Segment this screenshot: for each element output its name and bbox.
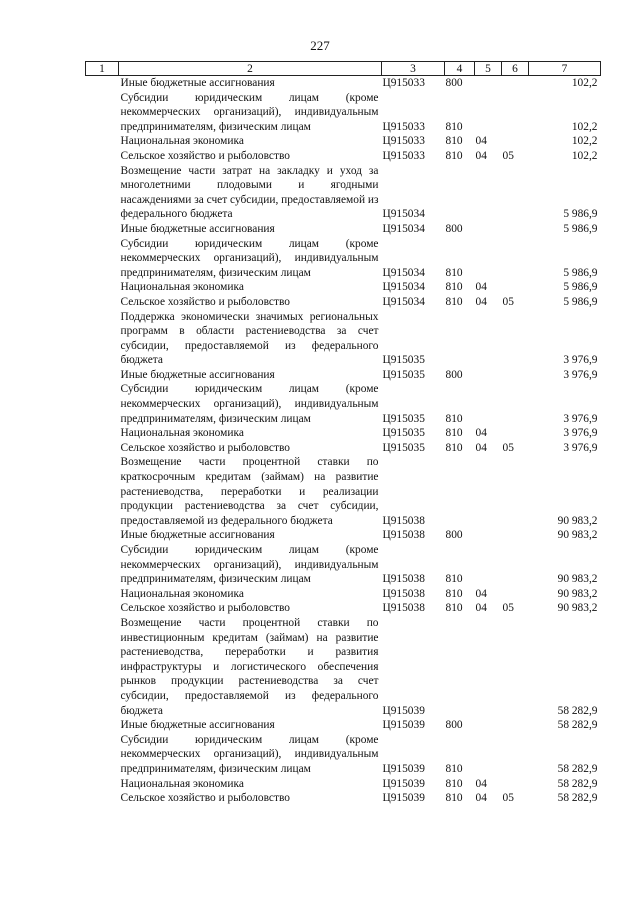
- code-cell: Ц915033: [382, 149, 425, 162]
- empty-cell: [86, 777, 119, 792]
- empty-cell: [86, 382, 119, 426]
- column-header: 7: [529, 62, 601, 76]
- amount-cell: 5 986,9: [563, 281, 598, 294]
- column-header: 4: [445, 62, 475, 76]
- item-name-cell: [119, 777, 382, 792]
- amount-cell: 102,2: [571, 149, 598, 162]
- subsection-cell: [502, 76, 529, 91]
- amount-cell: 102,2: [571, 135, 598, 148]
- section-cell: 04: [475, 281, 487, 294]
- expense-type-cell: 800: [445, 719, 463, 732]
- amount-cell: 5 986,9: [563, 208, 598, 221]
- item-name-cell: [119, 237, 382, 281]
- item-name: Поддержка экономически значимых региональных программ в области растениеводства за счет субсидии, предоставляемой из федерального бюджета: [120, 310, 379, 367]
- subsection-cell: [502, 368, 529, 383]
- empty-cell: [86, 587, 119, 602]
- item-name: Иные бюджетные ассигнования: [120, 222, 275, 235]
- empty-cell: [86, 164, 119, 222]
- item-name: Национальная экономика: [120, 777, 244, 790]
- table-row: [86, 134, 601, 149]
- item-name: Сельское хозяйство и рыболовство: [120, 792, 290, 805]
- item-name-cell: [119, 601, 382, 616]
- subsection-cell: [502, 543, 529, 587]
- item-name: Иные бюджетные ассигнования: [120, 529, 275, 542]
- amount-cell: 58 282,9: [557, 762, 598, 775]
- item-name-cell: [119, 791, 382, 806]
- subsection-cell: [502, 310, 529, 368]
- column-header: 1: [86, 62, 119, 76]
- amount-cell: 58 282,9: [557, 719, 598, 732]
- table-row: [86, 733, 601, 777]
- empty-cell: [86, 601, 119, 616]
- section-cell: [475, 543, 502, 587]
- amount-cell: 90 983,2: [557, 573, 598, 586]
- amount-cell: 90 983,2: [557, 602, 598, 615]
- empty-cell: [86, 441, 119, 456]
- amount-cell: 5 986,9: [563, 295, 598, 308]
- amount-cell: 90 983,2: [557, 529, 598, 542]
- expense-type-cell: 810: [445, 792, 463, 805]
- amount-cell: 3 976,9: [563, 412, 598, 425]
- empty-cell: [86, 295, 119, 310]
- item-name: Сельское хозяйство и рыболовство: [120, 295, 290, 308]
- item-name-cell: [119, 149, 382, 164]
- section-cell: [475, 368, 502, 383]
- code-cell: Ц915038: [382, 529, 425, 542]
- code-cell: Ц915038: [382, 587, 425, 600]
- amount-cell: 3 976,9: [563, 427, 598, 440]
- item-name: Субсидии юридическим лицам (кроме некоммерческих организаций), индивидуальным предпринимателям, физическим лицам: [120, 91, 379, 133]
- item-name-cell: [119, 718, 382, 733]
- item-name-cell: [119, 91, 382, 135]
- subsection-cell: 05: [502, 792, 514, 805]
- section-cell: 04: [475, 792, 487, 805]
- item-name-cell: [119, 295, 382, 310]
- empty-cell: [86, 222, 119, 237]
- budget-table: [85, 61, 601, 806]
- subsection-cell: 05: [502, 441, 514, 454]
- amount-cell: 102,2: [571, 77, 598, 89]
- item-name: Сельское хозяйство и рыболовство: [120, 602, 290, 615]
- table-row: [86, 368, 601, 383]
- expense-type-cell: 810: [445, 412, 463, 425]
- column-header: 2: [119, 62, 382, 76]
- expense-type-cell: [445, 455, 475, 528]
- section-cell: 04: [475, 295, 487, 308]
- code-cell: Ц915034: [382, 295, 425, 308]
- item-name: Иные бюджетные ассигнования: [120, 77, 275, 89]
- section-cell: 04: [475, 777, 487, 790]
- item-name: Национальная экономика: [120, 135, 244, 148]
- table-row: [86, 441, 601, 456]
- subsection-cell: [502, 616, 529, 718]
- expense-type-cell: 810: [445, 602, 463, 615]
- subsection-cell: [502, 587, 529, 602]
- table-row: [86, 91, 601, 135]
- empty-cell: [86, 718, 119, 733]
- amount-cell: 58 282,9: [557, 792, 598, 805]
- item-name-cell: [119, 528, 382, 543]
- empty-cell: [86, 310, 119, 368]
- empty-cell: [86, 280, 119, 295]
- item-name: Возмещение части процентной ставки по инвестиционным кредитам (займам) на развитие растениеводства, переработки и развития инфраструктуры и логистического обеспечения рынков продукции растениеводства за счет субсидии, предоставляемой из федерального бюджета: [120, 616, 379, 717]
- code-cell: Ц915035: [382, 354, 425, 367]
- empty-cell: [86, 616, 119, 718]
- item-name-cell: [119, 426, 382, 441]
- code-cell: Ц915033: [382, 120, 425, 133]
- subsection-cell: [502, 426, 529, 441]
- table-row: [86, 528, 601, 543]
- item-name: Субсидии юридическим лицам (кроме некоммерческих организаций), индивидуальным предпринимателям, физическим лицам: [120, 383, 379, 425]
- amount-cell: 3 976,9: [563, 354, 598, 367]
- empty-cell: [86, 368, 119, 383]
- table-row: [86, 222, 601, 237]
- expense-type-cell: 810: [445, 266, 463, 279]
- subsection-cell: [502, 237, 529, 281]
- code-cell: Ц915035: [382, 368, 425, 381]
- expense-type-cell: [445, 164, 475, 222]
- section-cell: [475, 382, 502, 426]
- item-name: Субсидии юридическим лицам (кроме некоммерческих организаций), индивидуальным предпринимателям, физическим лицам: [120, 733, 379, 775]
- empty-cell: [86, 455, 119, 528]
- code-cell: Ц915034: [382, 208, 425, 221]
- empty-cell: [86, 426, 119, 441]
- section-cell: [475, 310, 502, 368]
- table-row: [86, 455, 601, 528]
- item-name-cell: [119, 134, 382, 149]
- section-cell: [475, 237, 502, 281]
- table-row: [86, 310, 601, 368]
- item-name: Национальная экономика: [120, 281, 244, 294]
- section-cell: [475, 91, 502, 135]
- subsection-cell: 05: [502, 602, 514, 615]
- item-name-cell: [119, 76, 382, 91]
- subsection-cell: [502, 134, 529, 149]
- item-name: Иные бюджетные ассигнования: [120, 719, 275, 732]
- table-row: [86, 76, 601, 91]
- table-row: [86, 601, 601, 616]
- table-row: [86, 616, 601, 718]
- subsection-cell: [502, 455, 529, 528]
- subsection-cell: [502, 91, 529, 135]
- expense-type-cell: 810: [445, 135, 463, 148]
- section-cell: 04: [475, 427, 487, 440]
- expense-type-cell: 810: [445, 295, 463, 308]
- section-cell: [475, 164, 502, 222]
- expense-type-cell: 800: [445, 222, 463, 235]
- section-cell: [475, 733, 502, 777]
- subsection-cell: [502, 164, 529, 222]
- code-cell: Ц915034: [382, 281, 425, 294]
- section-cell: [475, 222, 502, 237]
- item-name-cell: [119, 310, 382, 368]
- amount-cell: 5 986,9: [563, 266, 598, 279]
- column-header: 5: [475, 62, 502, 76]
- table-header-row: [86, 62, 601, 76]
- item-name-cell: [119, 368, 382, 383]
- amount-cell: 3 976,9: [563, 368, 598, 381]
- empty-cell: [86, 791, 119, 806]
- empty-cell: [86, 543, 119, 587]
- expense-type-cell: [445, 616, 475, 718]
- empty-cell: [86, 528, 119, 543]
- code-cell: Ц915038: [382, 573, 425, 586]
- subsection-cell: [502, 382, 529, 426]
- expense-type-cell: 800: [445, 368, 463, 381]
- amount-cell: 58 282,9: [557, 777, 598, 790]
- code-cell: Ц915034: [382, 266, 425, 279]
- expense-type-cell: 810: [445, 149, 463, 162]
- expense-type-cell: 810: [445, 120, 463, 133]
- item-name: Сельское хозяйство и рыболовство: [120, 149, 290, 162]
- table-body: [86, 76, 601, 806]
- amount-cell: 90 983,2: [557, 587, 598, 600]
- section-cell: [475, 76, 502, 91]
- expense-type-cell: 810: [445, 427, 463, 440]
- table-row: [86, 587, 601, 602]
- item-name: Сельское хозяйство и рыболовство: [120, 441, 290, 454]
- item-name-cell: [119, 616, 382, 718]
- code-cell: Ц915039: [382, 762, 425, 775]
- column-header: 3: [382, 62, 445, 76]
- code-cell: Ц915038: [382, 514, 425, 527]
- section-cell: 04: [475, 149, 487, 162]
- section-cell: 04: [475, 441, 487, 454]
- code-cell: Ц915035: [382, 412, 425, 425]
- subsection-cell: [502, 718, 529, 733]
- item-name-cell: [119, 733, 382, 777]
- subsection-cell: [502, 733, 529, 777]
- table-row: [86, 280, 601, 295]
- section-cell: [475, 528, 502, 543]
- table-row: [86, 718, 601, 733]
- table-row: [86, 149, 601, 164]
- item-name: Национальная экономика: [120, 587, 244, 600]
- item-name-cell: [119, 222, 382, 237]
- item-name-cell: [119, 587, 382, 602]
- code-cell: Ц915039: [382, 704, 425, 717]
- empty-cell: [86, 149, 119, 164]
- item-name-cell: [119, 441, 382, 456]
- table-row: [86, 543, 601, 587]
- item-name-cell: [119, 543, 382, 587]
- subsection-cell: [502, 777, 529, 792]
- section-cell: 04: [475, 602, 487, 615]
- empty-cell: [86, 134, 119, 149]
- code-cell: Ц915035: [382, 441, 425, 454]
- subsection-cell: 05: [502, 149, 514, 162]
- amount-cell: 3 976,9: [563, 441, 598, 454]
- expense-type-cell: 810: [445, 777, 463, 790]
- table-row: [86, 791, 601, 806]
- item-name: Возмещение части затрат на закладку и уход за многолетними плодовыми и ягодными насаждениями за счет субсидии, предоставляемой из федерального бюджета: [120, 164, 379, 221]
- amount-cell: 58 282,9: [557, 704, 598, 717]
- code-cell: Ц915034: [382, 222, 425, 235]
- item-name-cell: [119, 280, 382, 295]
- section-cell: 04: [475, 587, 487, 600]
- table-row: [86, 777, 601, 792]
- expense-type-cell: 800: [445, 77, 463, 89]
- item-name-cell: [119, 382, 382, 426]
- section-cell: [475, 718, 502, 733]
- page-number: 227: [310, 38, 330, 53]
- section-cell: [475, 616, 502, 718]
- item-name: Национальная экономика: [120, 427, 244, 440]
- empty-cell: [86, 76, 119, 91]
- subsection-cell: [502, 528, 529, 543]
- amount-cell: 102,2: [571, 120, 598, 133]
- item-name: Возмещение части процентной ставки по краткосрочным кредитам (займам) на развитие растениеводства, переработки и реализации продукции растениеводства за счет субсидии, предоставляемой из федерального бюджета: [120, 456, 379, 527]
- expense-type-cell: 800: [445, 529, 463, 542]
- amount-cell: 90 983,2: [557, 514, 598, 527]
- empty-cell: [86, 733, 119, 777]
- code-cell: Ц915038: [382, 602, 425, 615]
- amount-cell: 5 986,9: [563, 222, 598, 235]
- section-cell: 04: [475, 135, 487, 148]
- code-cell: Ц915039: [382, 777, 425, 790]
- item-name: Иные бюджетные ассигнования: [120, 368, 275, 381]
- empty-cell: [86, 91, 119, 135]
- table-row: [86, 426, 601, 441]
- item-name-cell: [119, 164, 382, 222]
- empty-cell: [86, 237, 119, 281]
- expense-type-cell: 810: [445, 573, 463, 586]
- subsection-cell: 05: [502, 295, 514, 308]
- table-row: [86, 237, 601, 281]
- subsection-cell: [502, 280, 529, 295]
- table-row: [86, 382, 601, 426]
- table-row: [86, 295, 601, 310]
- expense-type-cell: 810: [445, 762, 463, 775]
- expense-type-cell: [445, 310, 475, 368]
- item-name: Субсидии юридическим лицам (кроме некоммерческих организаций), индивидуальным предпринимателям, физическим лицам: [120, 544, 379, 586]
- subsection-cell: [502, 222, 529, 237]
- item-name-cell: [119, 455, 382, 528]
- expense-type-cell: 810: [445, 587, 463, 600]
- code-cell: Ц915033: [382, 77, 425, 89]
- column-header: 6: [502, 62, 529, 76]
- section-cell: [475, 455, 502, 528]
- table-row: [86, 164, 601, 222]
- code-cell: Ц915039: [382, 792, 425, 805]
- code-cell: Ц915039: [382, 719, 425, 732]
- code-cell: Ц915035: [382, 427, 425, 440]
- item-name: Субсидии юридическим лицам (кроме некоммерческих организаций), индивидуальным предпринимателям, физическим лицам: [120, 237, 379, 279]
- expense-type-cell: 810: [445, 281, 463, 294]
- expense-type-cell: 810: [445, 441, 463, 454]
- code-cell: Ц915033: [382, 135, 425, 148]
